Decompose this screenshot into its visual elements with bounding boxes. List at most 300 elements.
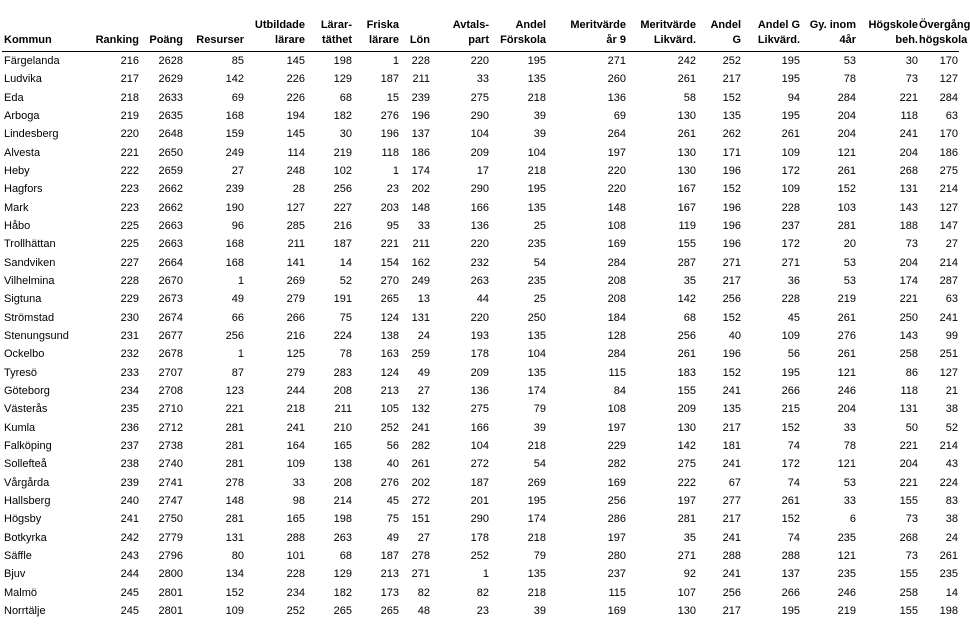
column-header-line1 bbox=[4, 18, 85, 33]
table-row bbox=[2, 309, 959, 327]
table-cell: 196 bbox=[722, 348, 741, 361]
table-row bbox=[2, 89, 959, 107]
column-header-line2: Likvärd. bbox=[653, 34, 696, 46]
table-cell: 154 bbox=[380, 256, 399, 269]
table-cell: 35 bbox=[683, 275, 696, 288]
kommun-cell: Vilhelmina bbox=[4, 275, 55, 288]
table-cell: 219 bbox=[120, 110, 139, 123]
table-cell: 1 bbox=[237, 348, 244, 361]
table-cell: 284 bbox=[837, 91, 856, 104]
table-cell: 290 bbox=[470, 110, 489, 123]
column-header-line1: Andel bbox=[515, 19, 546, 31]
column-header bbox=[857, 0, 919, 52]
table-cell: 73 bbox=[905, 238, 918, 251]
table-cell: 197 bbox=[607, 531, 626, 544]
table-cell: 101 bbox=[286, 550, 305, 563]
column-header-line2: Poäng bbox=[149, 34, 183, 46]
table-cell: 217 bbox=[722, 421, 741, 434]
table-cell: 96 bbox=[231, 220, 244, 233]
table-cell: 137 bbox=[781, 568, 800, 581]
table-cell: 155 bbox=[899, 495, 918, 508]
table-cell: 152 bbox=[722, 366, 741, 379]
table-cell: 168 bbox=[225, 256, 244, 269]
table-row bbox=[2, 602, 959, 620]
table-cell: 282 bbox=[411, 440, 430, 453]
table-cell: 235 bbox=[527, 275, 546, 288]
table-cell: 152 bbox=[781, 421, 800, 434]
column-header-line2: år 9 bbox=[606, 34, 626, 46]
table-cell: 21 bbox=[945, 385, 958, 398]
table-cell: 218 bbox=[527, 531, 546, 544]
column-header-line2: Ranking bbox=[95, 34, 139, 46]
table-cell: 86 bbox=[905, 366, 918, 379]
table-cell: 49 bbox=[417, 366, 430, 379]
table-cell: 244 bbox=[286, 385, 305, 398]
table-cell: 228 bbox=[120, 275, 139, 288]
table-cell: 221 bbox=[120, 146, 139, 159]
table-cell: 103 bbox=[837, 201, 856, 214]
table-cell: 271 bbox=[607, 55, 626, 68]
column-header-line2: Kommun bbox=[4, 34, 52, 46]
table-cell: 1 bbox=[237, 275, 244, 288]
table-cell: 250 bbox=[899, 311, 918, 324]
table-cell: 221 bbox=[225, 403, 244, 416]
table-cell: 136 bbox=[470, 220, 489, 233]
table-cell: 131 bbox=[899, 183, 918, 196]
table-cell: 137 bbox=[411, 128, 430, 141]
table-cell: 242 bbox=[120, 531, 139, 544]
table-row bbox=[2, 254, 959, 272]
table-cell: 221 bbox=[899, 476, 918, 489]
table-cell: 49 bbox=[231, 293, 244, 306]
column-header-line1 bbox=[184, 18, 244, 33]
table-cell: 155 bbox=[899, 568, 918, 581]
table-cell: 73 bbox=[905, 550, 918, 563]
table-cell: 2663 bbox=[158, 238, 183, 251]
table-cell: 191 bbox=[333, 293, 352, 306]
kommun-cell: Strömstad bbox=[4, 311, 55, 324]
table-row bbox=[2, 345, 959, 363]
table-cell: 261 bbox=[939, 550, 958, 563]
table-cell: 145 bbox=[286, 55, 305, 68]
table-cell: 36 bbox=[787, 275, 800, 288]
table-cell: 226 bbox=[286, 73, 305, 86]
table-cell: 2741 bbox=[158, 476, 183, 489]
kommun-cell: Västerås bbox=[4, 403, 48, 416]
column-header bbox=[431, 0, 490, 52]
table-cell: 78 bbox=[339, 348, 352, 361]
kommun-cell: Botkyrka bbox=[4, 531, 47, 544]
table-cell: 187 bbox=[380, 73, 399, 86]
table-cell: 242 bbox=[677, 55, 696, 68]
table-cell: 223 bbox=[120, 201, 139, 214]
table-cell: 220 bbox=[120, 128, 139, 141]
column-header bbox=[2, 0, 86, 52]
table-cell: 211 bbox=[412, 238, 430, 251]
table-cell: 27 bbox=[417, 531, 430, 544]
table-cell: 252 bbox=[722, 55, 741, 68]
table-cell: 228 bbox=[411, 55, 430, 68]
kommun-cell: Färgelanda bbox=[4, 55, 60, 68]
table-cell: 196 bbox=[722, 238, 741, 251]
table-cell: 109 bbox=[781, 146, 800, 159]
table-cell: 229 bbox=[120, 293, 139, 306]
table-row bbox=[2, 290, 959, 308]
table-cell: 271 bbox=[722, 256, 741, 269]
table-cell: 258 bbox=[899, 348, 918, 361]
kommun-cell: Ockelbo bbox=[4, 348, 45, 361]
table-cell: 258 bbox=[899, 586, 918, 599]
table-cell: 211 bbox=[287, 238, 305, 251]
table-cell: 224 bbox=[333, 330, 352, 343]
table-row bbox=[2, 199, 959, 217]
table-cell: 125 bbox=[286, 348, 305, 361]
table-cell: 2663 bbox=[158, 220, 183, 233]
table-cell: 152 bbox=[781, 513, 800, 526]
table-cell: 123 bbox=[225, 385, 244, 398]
table-cell: 264 bbox=[607, 128, 626, 141]
table-cell: 27 bbox=[945, 238, 958, 251]
table-cell: 54 bbox=[533, 256, 546, 269]
table-cell: 251 bbox=[939, 348, 958, 361]
table-row bbox=[2, 125, 959, 143]
table-cell: 186 bbox=[939, 146, 958, 159]
column-header-line2: 4år bbox=[839, 34, 856, 46]
table-cell: 163 bbox=[380, 348, 399, 361]
table-cell: 290 bbox=[470, 183, 489, 196]
column-header-line1: Högskole bbox=[868, 19, 918, 31]
table-cell: 135 bbox=[527, 73, 546, 86]
table-cell: 188 bbox=[899, 220, 918, 233]
table-cell: 56 bbox=[787, 348, 800, 361]
table-cell: 223 bbox=[120, 183, 139, 196]
table-cell: 49 bbox=[386, 531, 399, 544]
table-cell: 2678 bbox=[158, 348, 183, 361]
table-cell: 217 bbox=[722, 605, 741, 617]
kommun-cell: Trollhättan bbox=[4, 238, 56, 251]
table-cell: 246 bbox=[837, 385, 856, 398]
table-cell: 195 bbox=[781, 73, 800, 86]
table-cell: 216 bbox=[333, 220, 352, 233]
table-cell: 241 bbox=[411, 421, 430, 434]
table-cell: 23 bbox=[386, 183, 399, 196]
table-cell: 281 bbox=[677, 513, 696, 526]
table-cell: 1 bbox=[482, 568, 489, 581]
table-cell: 2648 bbox=[158, 128, 183, 141]
table-cell: 74 bbox=[787, 531, 800, 544]
table-cell: 135 bbox=[527, 330, 546, 343]
header-row bbox=[2, 0, 959, 52]
kommun-cell: Hallsberg bbox=[4, 495, 51, 508]
table-cell: 261 bbox=[411, 458, 430, 471]
table-cell: 24 bbox=[945, 531, 958, 544]
table-cell: 174 bbox=[411, 165, 430, 178]
table-cell: 195 bbox=[527, 55, 546, 68]
kommun-cell: Heby bbox=[4, 165, 30, 178]
table-row bbox=[2, 217, 959, 235]
table-cell: 284 bbox=[607, 348, 626, 361]
table-cell: 240 bbox=[120, 495, 139, 508]
table-cell: 231 bbox=[120, 330, 139, 343]
table-cell: 142 bbox=[225, 73, 244, 86]
table-cell: 13 bbox=[417, 293, 430, 306]
table-cell: 216 bbox=[286, 330, 305, 343]
kommun-cell: Norrtälje bbox=[4, 605, 46, 617]
table-cell: 174 bbox=[899, 275, 918, 288]
table-cell: 121 bbox=[837, 366, 856, 379]
table-cell: 2633 bbox=[158, 91, 183, 104]
table-cell: 195 bbox=[527, 183, 546, 196]
table-cell: 33 bbox=[292, 476, 305, 489]
table-row bbox=[2, 584, 959, 602]
column-header-line2: Förskola bbox=[500, 34, 546, 46]
table-cell: 1 bbox=[392, 55, 399, 68]
table-cell: 2673 bbox=[158, 293, 183, 306]
table-cell: 107 bbox=[677, 586, 696, 599]
table-cell: 281 bbox=[225, 458, 244, 471]
kommun-cell: Tyresö bbox=[4, 366, 38, 379]
table-cell: 2662 bbox=[158, 183, 183, 196]
table-cell: 217 bbox=[722, 275, 741, 288]
table-cell: 168 bbox=[225, 110, 244, 123]
table-cell: 171 bbox=[722, 146, 741, 159]
table-cell: 208 bbox=[607, 293, 626, 306]
table-cell: 95 bbox=[386, 220, 399, 233]
table-cell: 194 bbox=[286, 110, 305, 123]
table-cell: 278 bbox=[411, 550, 430, 563]
table-cell: 266 bbox=[781, 385, 800, 398]
column-header-line1: Andel bbox=[710, 19, 741, 31]
column-header bbox=[86, 0, 140, 52]
table-cell: 121 bbox=[837, 458, 856, 471]
table-cell: 285 bbox=[286, 220, 305, 233]
table-cell: 279 bbox=[286, 366, 305, 379]
table-row bbox=[2, 272, 959, 290]
table-cell: 190 bbox=[225, 201, 244, 214]
column-header-line2: lärare bbox=[369, 34, 399, 46]
column-header bbox=[490, 0, 547, 52]
table-cell: 219 bbox=[333, 146, 352, 159]
table-cell: 136 bbox=[470, 385, 489, 398]
table-cell: 135 bbox=[722, 403, 741, 416]
table-cell: 15 bbox=[386, 91, 399, 104]
table-cell: 234 bbox=[286, 586, 305, 599]
table-cell: 243 bbox=[120, 550, 139, 563]
table-cell: 75 bbox=[386, 513, 399, 526]
table-cell: 234 bbox=[120, 385, 139, 398]
table-cell: 218 bbox=[527, 165, 546, 178]
table-cell: 263 bbox=[333, 531, 352, 544]
table-cell: 220 bbox=[470, 238, 489, 251]
table-cell: 119 bbox=[678, 220, 696, 233]
table-cell: 118 bbox=[900, 385, 918, 398]
table-cell: 209 bbox=[677, 403, 696, 416]
table-cell: 25 bbox=[533, 293, 546, 306]
table-cell: 27 bbox=[417, 385, 430, 398]
table-cell: 44 bbox=[476, 293, 489, 306]
table-cell: 230 bbox=[120, 311, 139, 324]
table-cell: 108 bbox=[607, 220, 626, 233]
table-cell: 269 bbox=[527, 476, 546, 489]
table-cell: 108 bbox=[607, 403, 626, 416]
table-cell: 210 bbox=[333, 421, 352, 434]
table-cell: 92 bbox=[683, 568, 696, 581]
table-cell: 182 bbox=[333, 110, 352, 123]
table-cell: 219 bbox=[837, 605, 856, 617]
table-cell: 145 bbox=[286, 128, 305, 141]
table-cell: 1 bbox=[392, 165, 399, 178]
table-cell: 204 bbox=[899, 458, 918, 471]
table-cell: 283 bbox=[333, 366, 352, 379]
table-cell: 136 bbox=[607, 91, 626, 104]
table-cell: 250 bbox=[527, 311, 546, 324]
table-cell: 215 bbox=[781, 403, 800, 416]
table-cell: 27 bbox=[231, 165, 244, 178]
kommun-cell: Högsby bbox=[4, 513, 42, 526]
table-cell: 2677 bbox=[158, 330, 183, 343]
table-cell: 50 bbox=[905, 421, 918, 434]
table-cell: 228 bbox=[781, 293, 800, 306]
table-cell: 203 bbox=[380, 201, 399, 214]
table-cell: 124 bbox=[380, 366, 399, 379]
table-cell: 94 bbox=[787, 91, 800, 104]
column-header-line1 bbox=[86, 18, 139, 33]
table-cell: 2801 bbox=[158, 605, 183, 617]
table-cell: 138 bbox=[333, 458, 352, 471]
table-cell: 252 bbox=[286, 605, 305, 617]
table-cell: 130 bbox=[677, 605, 696, 617]
table-cell: 222 bbox=[677, 476, 696, 489]
table-cell: 28 bbox=[292, 183, 305, 196]
table-cell: 2629 bbox=[158, 73, 183, 86]
table-cell: 152 bbox=[837, 183, 856, 196]
table-cell: 228 bbox=[286, 568, 305, 581]
table-cell: 45 bbox=[787, 311, 800, 324]
table-cell: 2635 bbox=[158, 110, 183, 123]
table-cell: 256 bbox=[677, 330, 696, 343]
table-row bbox=[2, 400, 959, 418]
table-cell: 276 bbox=[837, 330, 856, 343]
table-cell: 261 bbox=[677, 348, 696, 361]
table-cell: 66 bbox=[231, 311, 244, 324]
table-cell: 43 bbox=[945, 458, 958, 471]
table-cell: 152 bbox=[225, 586, 244, 599]
table-cell: 40 bbox=[386, 458, 399, 471]
column-header-line1: Meritvärde bbox=[570, 19, 626, 31]
table-cell: 2670 bbox=[158, 275, 183, 288]
table-cell: 53 bbox=[843, 256, 856, 269]
table-cell: 17 bbox=[476, 165, 489, 178]
table-cell: 204 bbox=[899, 146, 918, 159]
table-cell: 286 bbox=[607, 513, 626, 526]
table-cell: 276 bbox=[380, 476, 399, 489]
table-cell: 195 bbox=[781, 55, 800, 68]
table-cell: 20 bbox=[843, 238, 856, 251]
table-cell: 135 bbox=[722, 110, 741, 123]
table-cell: 229 bbox=[607, 440, 626, 453]
column-header-line1 bbox=[140, 18, 183, 33]
table-row bbox=[2, 474, 959, 492]
table-cell: 261 bbox=[677, 73, 696, 86]
column-header-line2: Lön bbox=[409, 34, 430, 46]
column-header-line1: Utbildade bbox=[254, 19, 305, 31]
table-cell: 261 bbox=[837, 348, 856, 361]
table-cell: 109 bbox=[225, 605, 244, 617]
table-cell: 198 bbox=[333, 55, 352, 68]
table-cell: 241 bbox=[939, 311, 958, 324]
kommun-cell: Ludvika bbox=[4, 73, 42, 86]
table-cell: 138 bbox=[380, 330, 399, 343]
column-header bbox=[742, 0, 801, 52]
column-header bbox=[353, 0, 400, 52]
table-cell: 2796 bbox=[158, 550, 183, 563]
table-cell: 104 bbox=[527, 348, 546, 361]
table-cell: 204 bbox=[837, 110, 856, 123]
table-cell: 127 bbox=[939, 201, 958, 214]
table-cell: 147 bbox=[939, 220, 958, 233]
table-row bbox=[2, 235, 959, 253]
table-cell: 241 bbox=[722, 531, 741, 544]
ranking-table bbox=[2, 0, 970, 620]
table-cell: 268 bbox=[899, 165, 918, 178]
table-cell: 261 bbox=[837, 165, 856, 178]
table-cell: 281 bbox=[225, 440, 244, 453]
table-cell: 196 bbox=[722, 201, 741, 214]
table-cell: 218 bbox=[527, 440, 546, 453]
table-cell: 245 bbox=[120, 586, 139, 599]
table-cell: 105 bbox=[380, 403, 399, 416]
table-cell: 40 bbox=[728, 330, 741, 343]
table-cell: 209 bbox=[470, 366, 489, 379]
table-cell: 39 bbox=[533, 110, 546, 123]
table-cell: 118 bbox=[900, 110, 918, 123]
table-cell: 241 bbox=[722, 458, 741, 471]
table-cell: 68 bbox=[339, 91, 352, 104]
table-cell: 265 bbox=[333, 605, 352, 617]
table-cell: 221 bbox=[899, 293, 918, 306]
column-header bbox=[306, 0, 353, 52]
table-cell: 235 bbox=[527, 238, 546, 251]
column-header bbox=[547, 0, 627, 52]
kommun-cell: Säffle bbox=[4, 550, 32, 563]
table-cell: 281 bbox=[837, 220, 856, 233]
table-cell: 196 bbox=[722, 220, 741, 233]
table-cell: 261 bbox=[781, 495, 800, 508]
column-header bbox=[140, 0, 184, 52]
table-cell: 256 bbox=[722, 586, 741, 599]
table-cell: 2712 bbox=[158, 421, 183, 434]
column-header bbox=[697, 0, 742, 52]
table-cell: 279 bbox=[286, 293, 305, 306]
table-cell: 288 bbox=[286, 531, 305, 544]
table-cell: 109 bbox=[781, 330, 800, 343]
table-row bbox=[2, 382, 959, 400]
table-cell: 68 bbox=[683, 311, 696, 324]
table-cell: 198 bbox=[939, 605, 958, 617]
table-cell: 53 bbox=[843, 275, 856, 288]
kommun-cell: Alvesta bbox=[4, 146, 41, 159]
table-cell: 53 bbox=[843, 476, 856, 489]
column-header-line1 bbox=[400, 18, 430, 33]
table-cell: 63 bbox=[945, 110, 958, 123]
table-cell: 269 bbox=[286, 275, 305, 288]
table-cell: 74 bbox=[787, 476, 800, 489]
table-cell: 219 bbox=[837, 293, 856, 306]
table-row bbox=[2, 144, 959, 162]
table-cell: 235 bbox=[120, 403, 139, 416]
kommun-cell: Håbo bbox=[4, 220, 31, 233]
table-row bbox=[2, 492, 959, 510]
